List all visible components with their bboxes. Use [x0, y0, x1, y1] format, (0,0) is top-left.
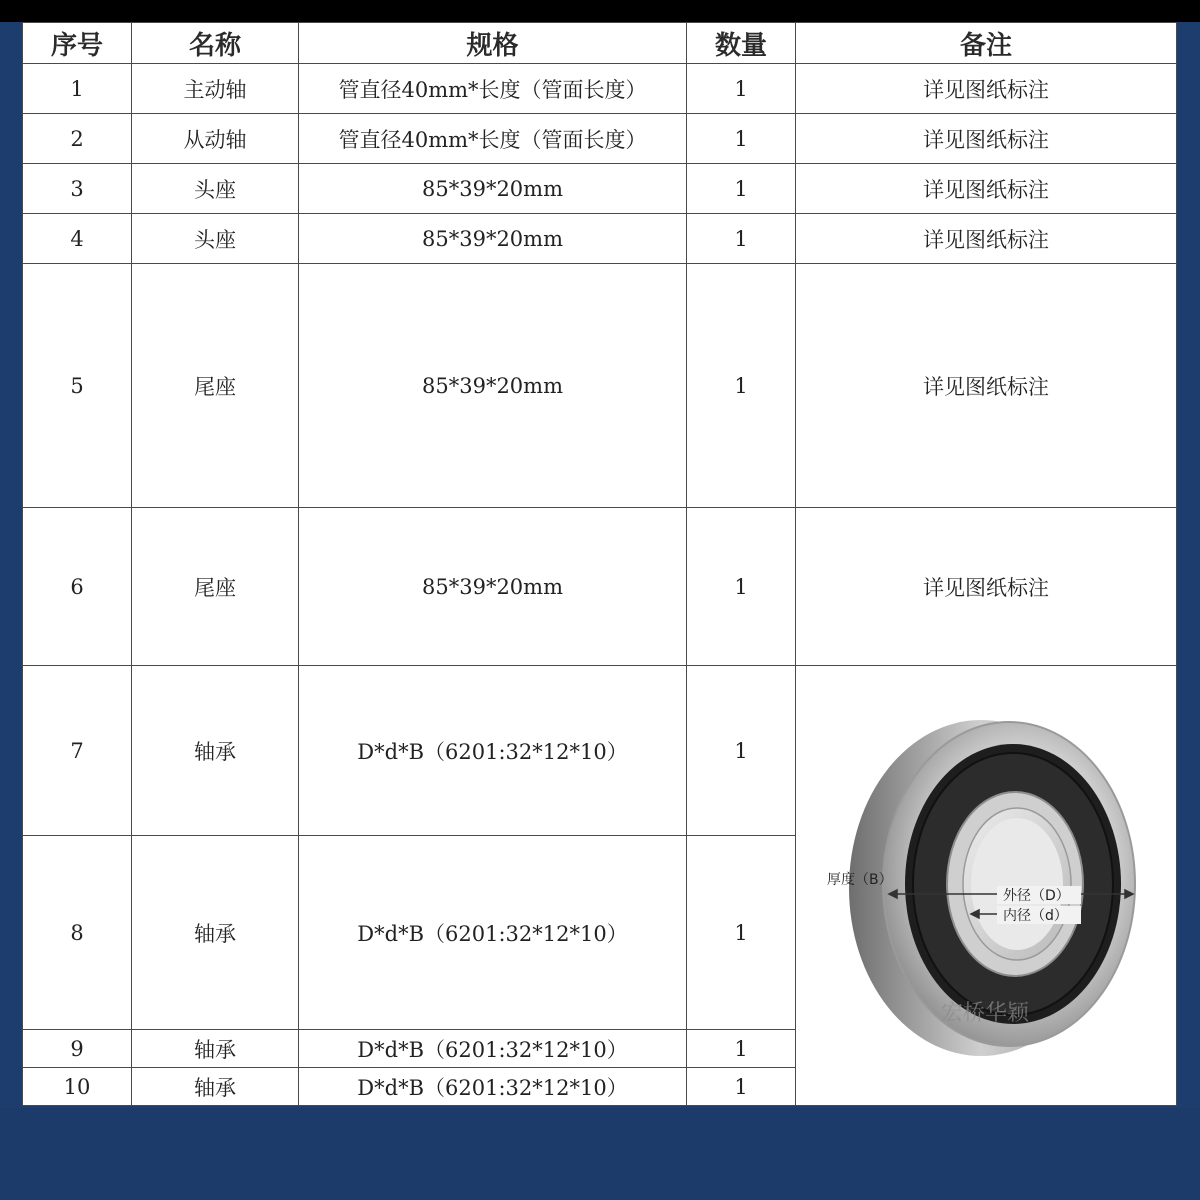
thickness-label: 厚度（B）	[827, 871, 893, 888]
row-spec: D*d*B（6201:32*12*10）	[299, 1068, 687, 1106]
row-remark: 详见图纸标注	[796, 164, 1177, 214]
watermark-text: 宏桥华颖	[941, 1000, 1030, 1026]
row-qty: 1	[687, 1068, 796, 1106]
row-name: 尾座	[132, 508, 299, 666]
row-number: 2	[23, 114, 132, 164]
table-row	[23, 164, 1177, 214]
row-spec: 85*39*20mm	[299, 264, 687, 508]
row-qty: 1	[687, 508, 796, 666]
row-number: 4	[23, 214, 132, 264]
row-name: 尾座	[132, 264, 299, 508]
row-spec: D*d*B（6201:32*12*10）	[299, 1030, 687, 1068]
row-spec: 管直径40mm*长度（管面长度）	[299, 114, 687, 164]
row-qty: 1	[687, 64, 796, 114]
top-black-bar	[0, 0, 1200, 22]
row-name: 头座	[132, 214, 299, 264]
table-row	[23, 264, 1177, 508]
row-name: 轴承	[132, 1030, 299, 1068]
row-spec: D*d*B（6201:32*12*10）	[299, 836, 687, 1030]
row-number: 8	[23, 836, 132, 1030]
row-spec: 85*39*20mm	[299, 164, 687, 214]
header-name: 名称	[132, 23, 299, 64]
row-name: 轴承	[132, 1068, 299, 1106]
table-row	[23, 508, 1177, 666]
row-qty: 1	[687, 1030, 796, 1068]
row-qty: 1	[687, 114, 796, 164]
row-spec: D*d*B（6201:32*12*10）	[299, 666, 687, 836]
row-number: 3	[23, 164, 132, 214]
table-row	[23, 64, 1177, 114]
row-spec: 85*39*20mm	[299, 508, 687, 666]
bottom-background-band	[0, 1108, 1200, 1200]
row-spec: 85*39*20mm	[299, 214, 687, 264]
row-qty: 1	[687, 836, 796, 1030]
row-qty: 1	[687, 214, 796, 264]
row-number: 9	[23, 1030, 132, 1068]
header-qty: 数量	[687, 23, 796, 64]
header-no: 序号	[23, 23, 132, 64]
row-remark: 详见图纸标注	[796, 64, 1177, 114]
row-remark: 详见图纸标注	[796, 508, 1177, 666]
row-qty: 1	[687, 666, 796, 836]
table-row	[23, 666, 1177, 836]
row-number: 10	[23, 1068, 132, 1106]
row-number: 1	[23, 64, 132, 114]
outer-diameter-label: 外径（D）	[1003, 887, 1070, 904]
table-row	[23, 214, 1177, 264]
header-spec: 规格	[299, 23, 687, 64]
row-name: 从动轴	[132, 114, 299, 164]
row-name: 主动轴	[132, 64, 299, 114]
row-remark: 详见图纸标注	[796, 214, 1177, 264]
bearing-image-cell	[796, 666, 1177, 1106]
row-qty: 1	[687, 264, 796, 508]
bearing-diagram	[821, 706, 1151, 1066]
row-remark: 详见图纸标注	[796, 114, 1177, 164]
row-number: 7	[23, 666, 132, 836]
inner-diameter-label: 内径（d）	[1003, 907, 1068, 924]
row-remark: 详见图纸标注	[796, 264, 1177, 508]
row-name: 轴承	[132, 666, 299, 836]
table-header-row	[23, 23, 1177, 64]
row-number: 6	[23, 508, 132, 666]
row-name: 轴承	[132, 836, 299, 1030]
table-row	[23, 114, 1177, 164]
row-qty: 1	[687, 164, 796, 214]
header-remark: 备注	[796, 23, 1177, 64]
row-name: 头座	[132, 164, 299, 214]
row-number: 5	[23, 264, 132, 508]
row-spec: 管直径40mm*长度（管面长度）	[299, 64, 687, 114]
parts-spec-table	[22, 22, 1177, 1106]
